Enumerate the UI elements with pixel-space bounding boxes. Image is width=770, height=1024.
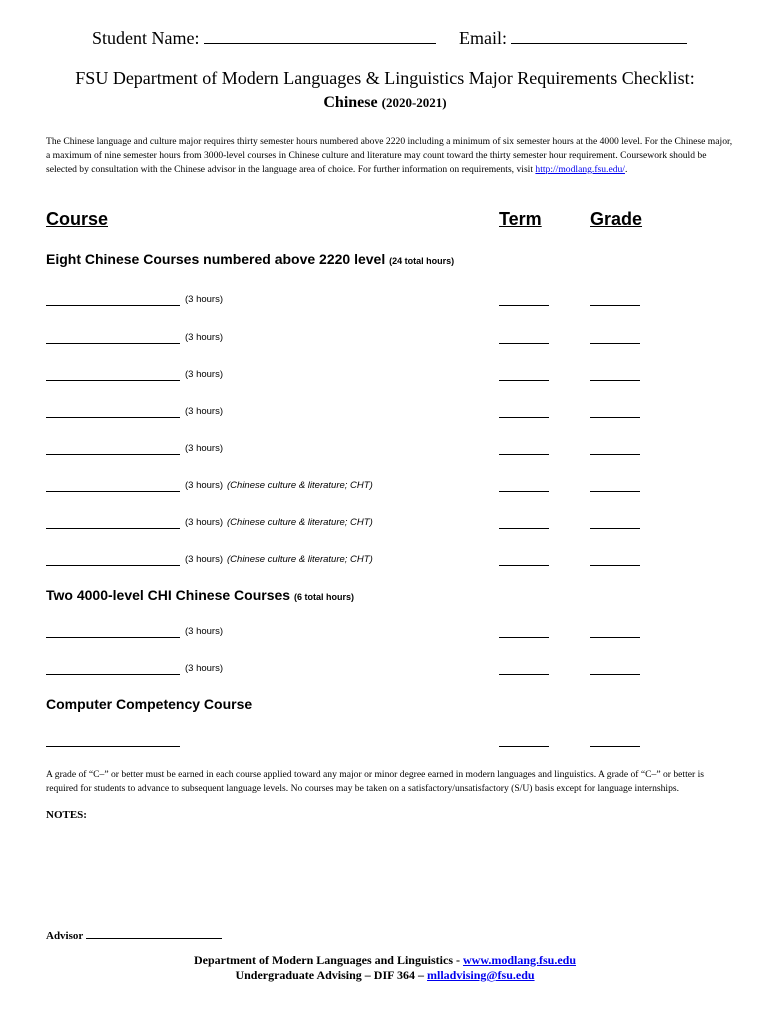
intro-paragraph — [46, 135, 736, 177]
course-note: (Chinese culture & literature; CHT) — [227, 517, 373, 528]
section-title-computer-competency — [46, 696, 252, 712]
student-info-row — [92, 28, 687, 49]
course-field[interactable] — [46, 332, 180, 344]
course-field[interactable] — [46, 554, 180, 566]
course-row — [46, 480, 646, 496]
course-note: (Chinese culture & literature; CHT) — [227, 480, 373, 491]
grade-field[interactable] — [590, 406, 640, 418]
term-field[interactable] — [499, 294, 549, 306]
course-row — [46, 443, 646, 459]
course-row — [46, 294, 646, 310]
grade-field[interactable] — [590, 480, 640, 492]
course-field[interactable] — [46, 735, 180, 747]
footer-department — [0, 953, 770, 968]
section-title-text: Eight Chinese Courses numbered above 2220 level — [46, 251, 386, 267]
term-field[interactable] — [499, 626, 549, 638]
course-row — [46, 406, 646, 422]
course-row — [46, 626, 646, 642]
course-field[interactable] — [46, 517, 180, 529]
advisor-signature-field[interactable] — [86, 938, 222, 939]
course-hours: (3 hours) — [185, 406, 224, 417]
language-title: Chinese — [323, 94, 378, 111]
advisor-row — [46, 930, 222, 942]
course-field[interactable] — [46, 663, 180, 675]
term-field[interactable] — [499, 369, 549, 381]
advisor-label: Advisor — [46, 930, 84, 942]
grade-field[interactable] — [590, 554, 640, 566]
section-title-text: Computer Competency Course — [46, 696, 253, 712]
course-hours: (3 hours) (Chinese culture & literature; CHT) — [185, 517, 373, 528]
term-field[interactable] — [499, 663, 549, 675]
course-hours: (3 hours) — [185, 626, 224, 637]
grade-field[interactable] — [590, 735, 640, 747]
course-row — [46, 735, 646, 751]
term-field[interactable] — [499, 406, 549, 418]
course-row — [46, 554, 646, 570]
course-field[interactable] — [46, 369, 180, 381]
student-name-field[interactable] — [204, 43, 436, 44]
course-field[interactable] — [46, 443, 180, 455]
footer-website-link[interactable]: www.modlang.fsu.edu — [462, 953, 577, 967]
page-title: FSU Department of Modern Languages & Linguistics Major Requirements Checklist: — [75, 68, 695, 88]
grade-requirement-note: A grade of “C–” or better must be earned in each course applied toward any major or minor degree earned in modern languages and linguistics. A grade of “C–” or better is required for students to advance to subsequent language levels. No courses may be taken on a satisfactory/unsatisfactory (S/U) basis except for language internships. — [46, 769, 705, 794]
column-header-grade: Grade — [590, 209, 643, 229]
section-title-upper-level — [46, 251, 454, 267]
grade-field[interactable] — [590, 517, 640, 529]
section-title-4000-level — [46, 587, 354, 603]
grade-field[interactable] — [590, 294, 640, 306]
term-field[interactable] — [499, 554, 549, 566]
section-hours-note: (24 total hours) — [389, 256, 455, 266]
term-field[interactable] — [499, 443, 549, 455]
section-title-text: Two 4000-level CHI Chinese Courses — [46, 587, 291, 603]
grade-field[interactable] — [590, 369, 640, 381]
email-label: Email: — [458, 28, 507, 48]
course-field[interactable] — [46, 406, 180, 418]
grade-field[interactable] — [590, 626, 640, 638]
term-field[interactable] — [499, 480, 549, 492]
grade-field[interactable] — [590, 443, 640, 455]
course-row — [46, 369, 646, 385]
grade-field[interactable] — [590, 663, 640, 675]
footer-dept-text: Department of Modern Languages and Linguistics - — [193, 953, 463, 967]
academic-years: (2020-2021) — [381, 95, 447, 110]
term-field[interactable] — [499, 332, 549, 344]
intro-text: The Chinese language and culture major requires thirty semester hours numbered above 2220 including a minimum of six semester hours at the 4000 level. For the Chinese major, a maximum of nine semester hours from 3000-level courses in Chinese culture and literature may count toward the thirty semester hour requirement. Coursework should be selected by consultation with the Chinese advisor in the language area of choice. For further information on requirements, visit — [46, 136, 733, 175]
course-field[interactable] — [46, 626, 180, 638]
modlang-link[interactable]: http://modlang.fsu.edu/ — [535, 164, 625, 175]
page-subtitle — [0, 94, 770, 112]
course-field[interactable] — [46, 294, 180, 306]
course-row — [46, 517, 646, 533]
course-note: (Chinese culture & literature; CHT) — [227, 554, 373, 565]
course-row — [46, 663, 646, 679]
footer-advising-text: Undergraduate Advising – DIF 364 – — [235, 968, 428, 982]
course-hours: (3 hours) — [185, 443, 224, 454]
course-row — [46, 332, 646, 348]
intro-end: . — [624, 164, 628, 175]
course-hours: (3 hours) (Chinese culture & literature; CHT) — [185, 480, 373, 491]
course-hours: (3 hours) — [185, 369, 224, 380]
section-hours-note: (6 total hours) — [293, 592, 354, 602]
footer-email-link[interactable]: mlladvising@fsu.edu — [427, 968, 535, 982]
student-name-label: Student Name: — [92, 28, 200, 48]
course-hours: (3 hours) — [185, 294, 224, 305]
column-header-term: Term — [499, 209, 542, 229]
course-field[interactable] — [46, 480, 180, 492]
footer-advising — [0, 968, 770, 983]
course-hours: (3 hours) (Chinese culture & literature; CHT) — [185, 554, 373, 565]
course-hours: (3 hours) — [185, 332, 224, 343]
email-field[interactable] — [511, 43, 687, 44]
column-header-course: Course — [46, 209, 109, 229]
course-hours: (3 hours) — [185, 663, 224, 674]
term-field[interactable] — [499, 517, 549, 529]
notes-label: NOTES: — [46, 809, 87, 821]
term-field[interactable] — [499, 735, 549, 747]
grade-field[interactable] — [590, 332, 640, 344]
